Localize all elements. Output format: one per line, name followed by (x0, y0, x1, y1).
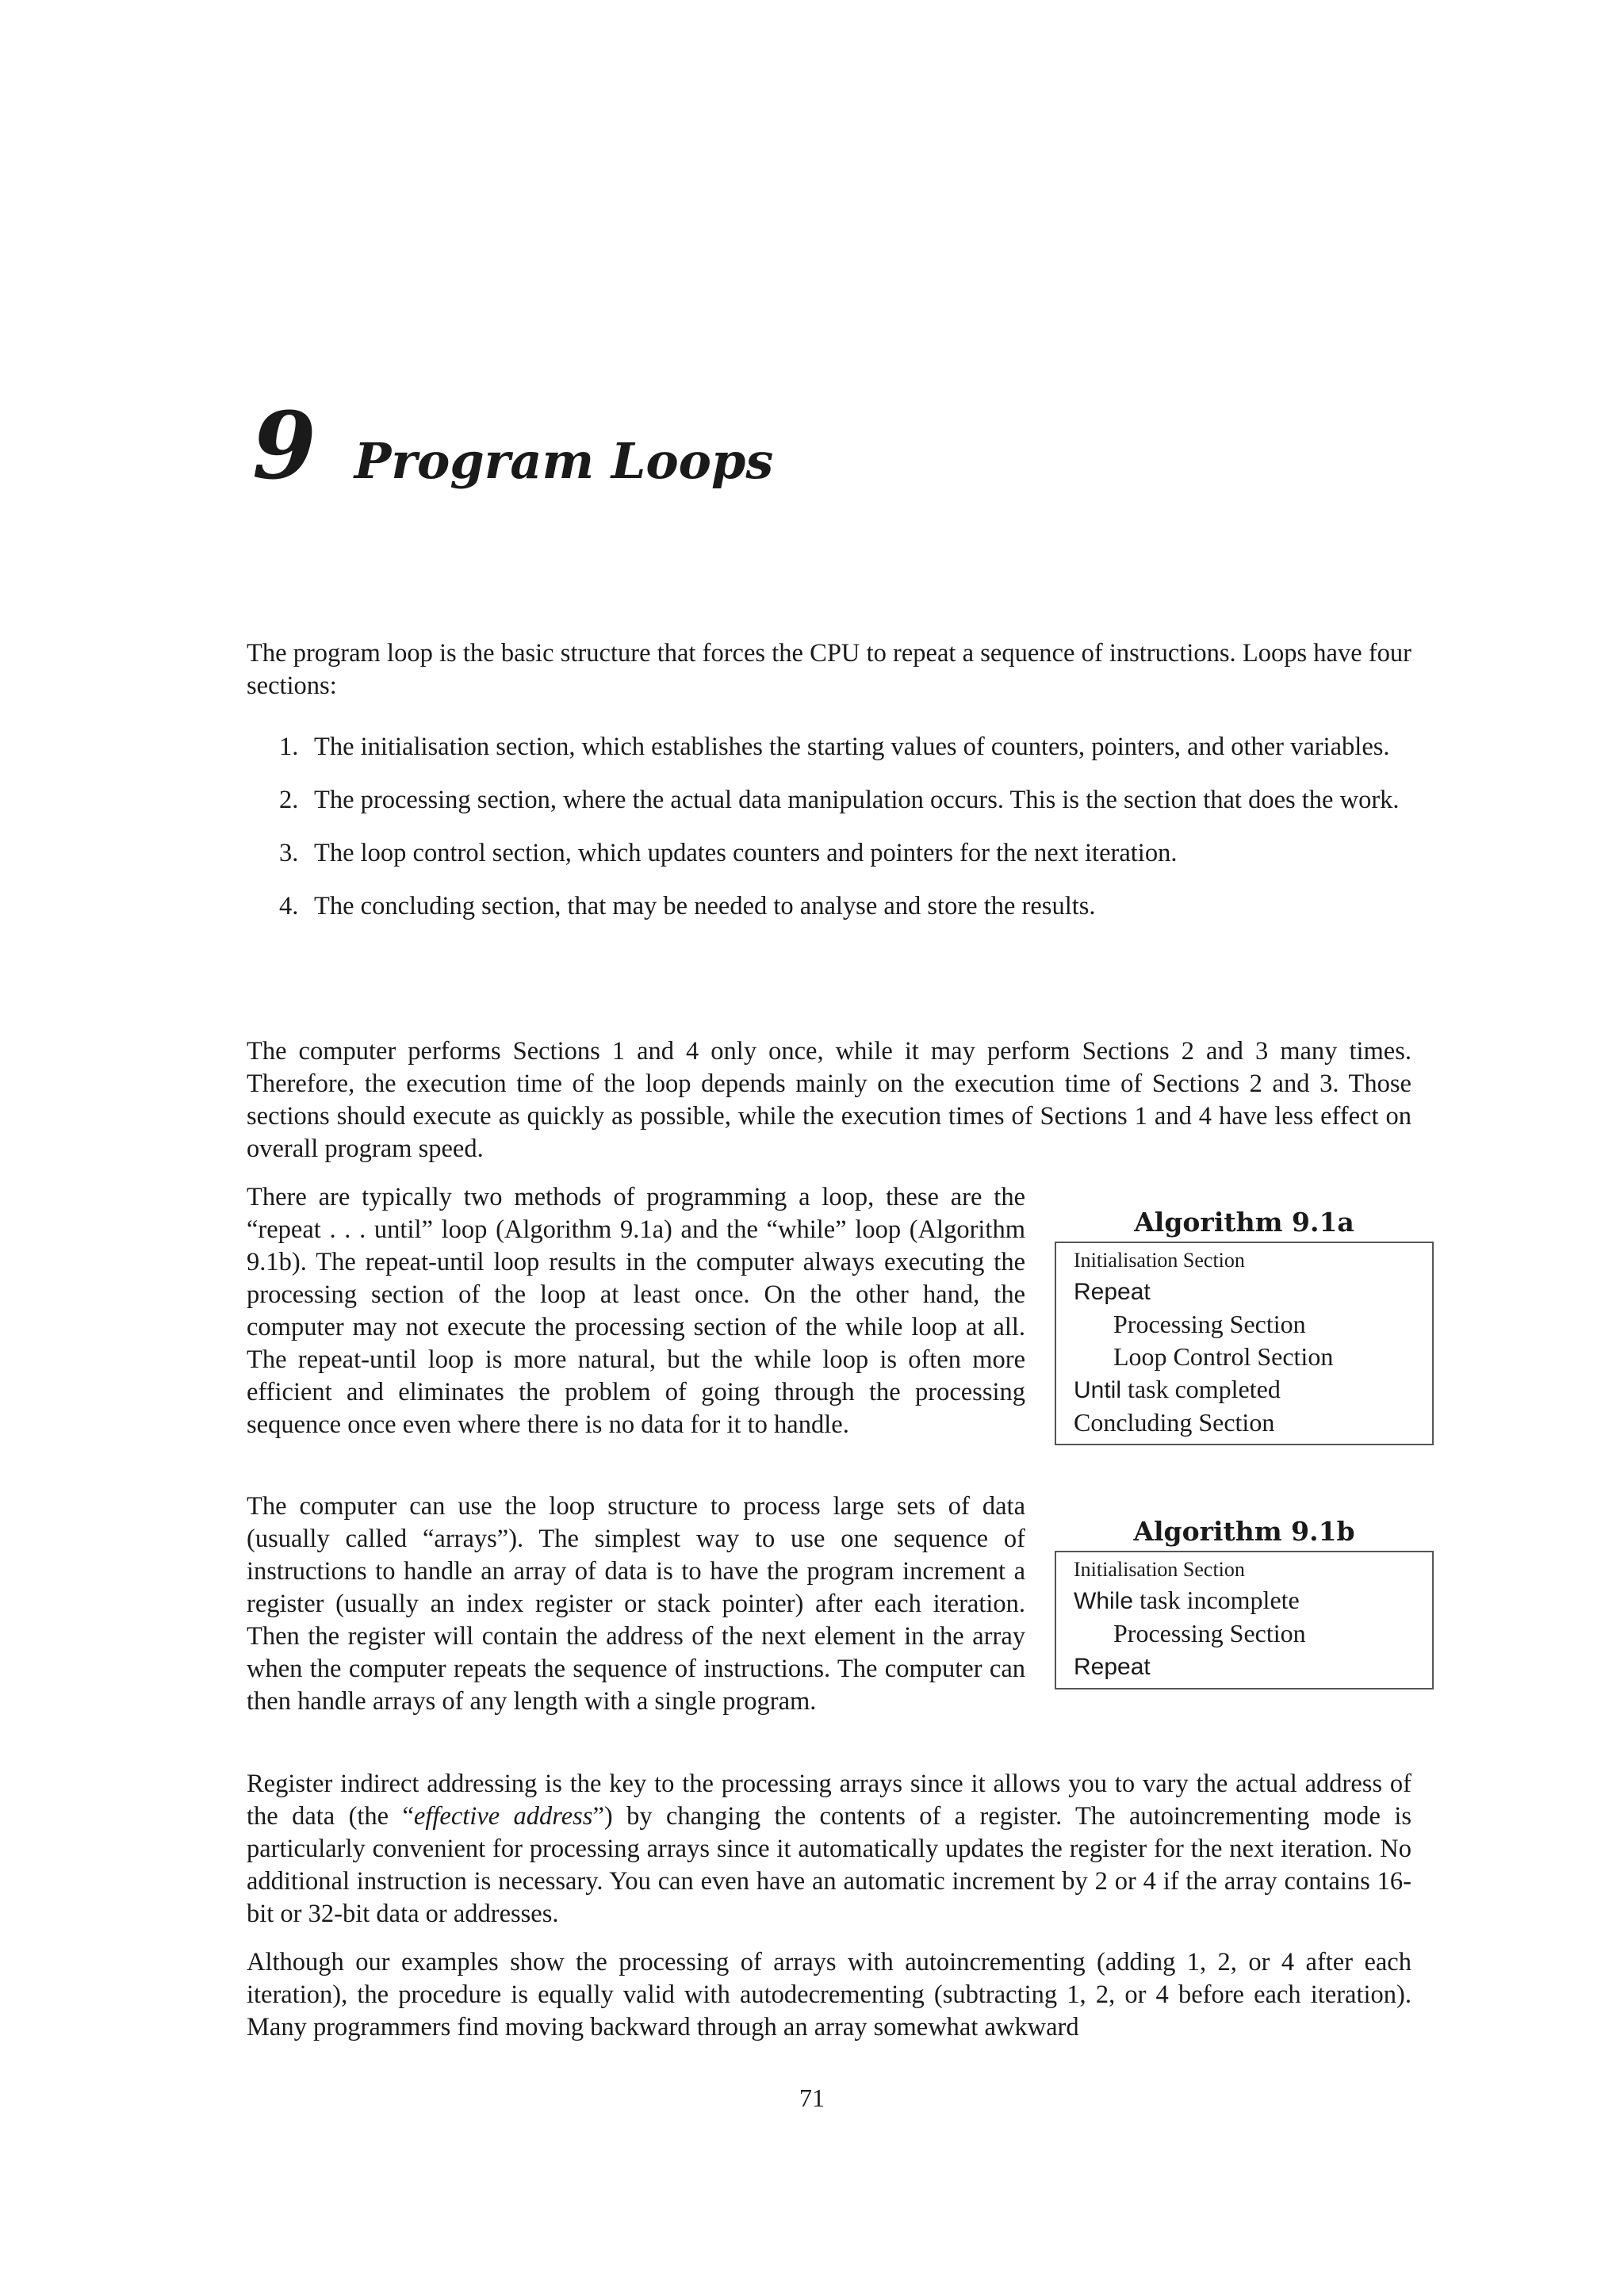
list-item (279, 731, 1411, 763)
list-item-text: The loop control section, which updates counters and pointers for the next iteration. (314, 839, 1178, 867)
list-item-text: The initialisation section, which establishes the starting values of counters, pointers, and other variables. (314, 733, 1390, 761)
algorithm-caption: Algorithm 9.1a (1134, 1207, 1354, 1238)
until-condition: task completed (1121, 1375, 1281, 1403)
algorithm-line-repeat (1074, 1650, 1415, 1683)
algorithm-line-loop-control: Loop Control Section (1113, 1342, 1334, 1371)
algorithm-caption: Algorithm 9.1b (1133, 1516, 1355, 1547)
keyword-repeat: Repeat (1074, 1279, 1151, 1305)
methods-paragraph: There are typically two methods of programming a loop, these are the “repeat . . . until” loop (Algorithm 9.1a) and the “while” loop (Algorithm 9.1b). The repeat-until loop results in the computer always executing the processing section of the loop at least once. On the other hand, the computer may not execute the processing section of the while loop at all. The repeat-until loop is more natural, but the while loop is often more efficient and eliminates the problem of going through the processing sequence once even where there is no data for it to handle. (247, 1183, 1025, 1439)
intro-paragraph: The program loop is the basic structure that forces the CPU to repeat a sequence of instructions. Loops have four sections: (247, 639, 1411, 700)
register-paragraph (247, 1768, 1411, 1931)
algorithm-box (1055, 1242, 1434, 1445)
backward-paragraph: Although our examples show the processing of arrays with autoincrementing (adding 1, 2, or 4 after each iteration), the procedure is equally valid with autodecrementing (subtracting 1, 2, or 4 before each iteration). Many programmers find moving backward through an array somewhat awkward (247, 1948, 1411, 2042)
algorithm-line-until (1074, 1373, 1415, 1406)
algorithm-9-1a (1055, 1207, 1434, 1445)
register-text-end: ”) by changing the contents of a register. The autoincrementing mode is particularly convenient for processing arrays since it automatically updates the register for the next iteration. No additional instruction is necessary. You can even have an automatic increment by 2 or 4 if the array contains 16-bit or 32-bit data or addresses. (247, 1802, 1411, 1928)
while-condition: task incomplete (1133, 1586, 1300, 1614)
chapter-heading (252, 392, 774, 500)
execution-paragraph: The computer performs Sections 1 and 4 only once, while it may perform Sections 2 and 3 many times. Therefore, the execution time of the loop depends mainly on the execution time of Sections 2 and 3. Those sections should execute as quickly as possible, while the execution times of Sections 1 and 4 have less effect on overall program speed. (247, 1037, 1411, 1163)
chapter-number: 9 (252, 392, 316, 500)
algorithm-line-init: Initialisation Section (1074, 1558, 1245, 1581)
list-item (279, 837, 1411, 870)
register-text-start: Register indirect addressing is the key to the processing arrays since it allows you to vary the actual address of the data (the “ (247, 1770, 1411, 1831)
list-item-number: 3. (279, 839, 299, 867)
algorithm-line-init: Initialisation Section (1074, 1249, 1245, 1272)
algorithm-line-processing: Processing Section (1113, 1310, 1306, 1338)
list-item (279, 784, 1411, 817)
keyword-repeat: Repeat (1074, 1654, 1151, 1680)
list-item-number: 4. (279, 892, 299, 920)
list-item-number: 1. (279, 733, 299, 761)
list-item (279, 890, 1411, 923)
algorithm-line-while (1074, 1584, 1415, 1617)
chapter-title: Program Loops (354, 432, 774, 490)
list-item-text: The processing section, where the actual data manipulation occurs. This is the section that does the work. (314, 786, 1400, 814)
effective-address-term: effective address (413, 1802, 593, 1831)
algorithm-line-processing: Processing Section (1113, 1619, 1306, 1647)
algorithm-line-repeat (1074, 1275, 1415, 1308)
page-number: 71 (799, 2084, 825, 2112)
list-item-number: 2. (279, 786, 299, 814)
loop-sections-list (279, 731, 1411, 943)
algorithm-9-1b (1055, 1516, 1434, 1689)
algorithm-box (1055, 1551, 1434, 1689)
arrays-paragraph: The computer can use the loop structure to process large sets of data (usually called “arrays”). The simplest way to use one sequence of instructions to handle an array of data is to have the program increment a register (usually an index register or stack pointer) after each iteration. Then the register will contain the address of the next element in the array when the computer repeats the sequence of instructions. The computer can then handle arrays of any length with a single program. (247, 1492, 1025, 1716)
list-item-text: The concluding section, that may be needed to analyse and store the results. (314, 892, 1096, 920)
keyword-until: Until (1074, 1377, 1122, 1403)
keyword-while: While (1074, 1588, 1134, 1614)
algorithm-line-concluding: Concluding Section (1074, 1408, 1275, 1437)
